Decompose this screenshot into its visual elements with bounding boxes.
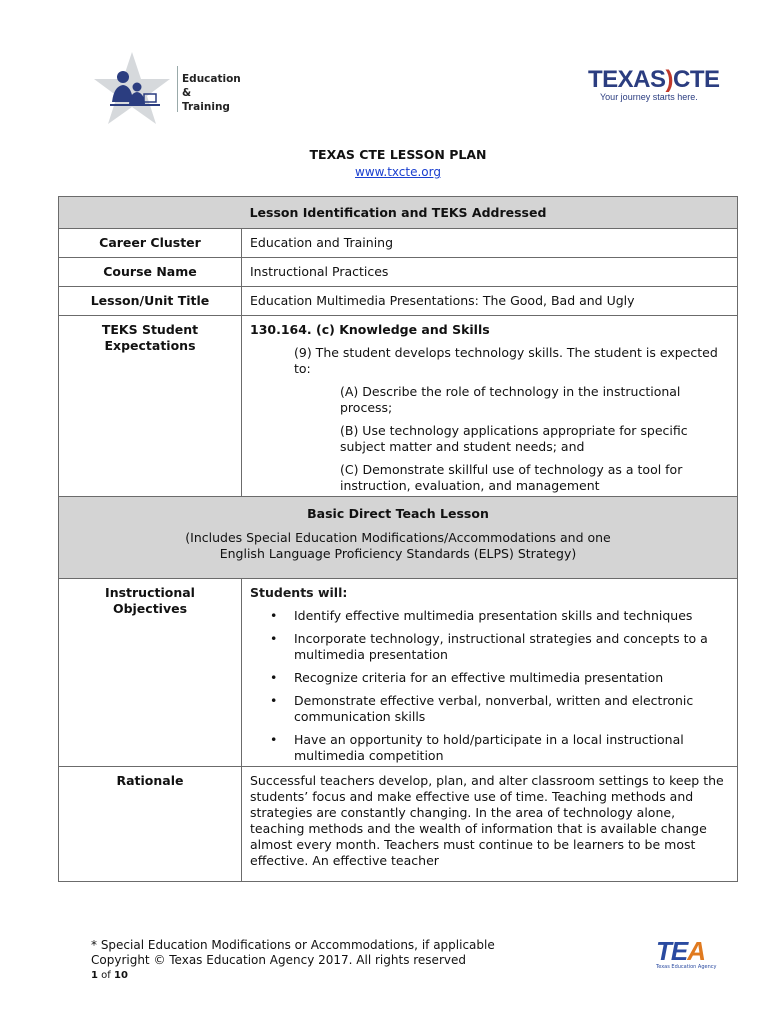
lesson-title-label: Lesson/Unit Title — [59, 287, 242, 316]
table-row — [59, 258, 738, 287]
tea-tagline: Texas Education Agency — [656, 964, 717, 970]
course-name-label: Course Name — [59, 258, 242, 287]
table-row — [59, 316, 738, 497]
teks-item: (B) Use technology applications appropriate for specific subject matter and student needs; and — [340, 423, 688, 454]
texas-cte-logo — [588, 66, 718, 118]
star-people-icon — [92, 50, 172, 130]
list-item: • Recognize criteria for an effective multimedia presentation — [270, 670, 664, 685]
teks-item: (C) Demonstrate skillful use of technology as a tool for instruction, evaluation, and management — [340, 462, 683, 493]
footer-note: * Special Education Modifications or Accommodations, if applicable — [91, 938, 495, 952]
teks-label: TEKS Student Expectations — [59, 316, 242, 497]
star-arc-icon: ) — [665, 66, 674, 93]
logo-cte-word: CTE — [673, 66, 720, 93]
rationale-text: Successful teachers develop, plan, and alter classroom settings to keep the students’ focus and make effective use of time. Teaching methods and strategies are constantly changing. In the area of technology alone, teaching methods and the wealth of information that is available change almost every month. Teachers must continue to be learners to be most effective. An effective teacher — [250, 773, 724, 868]
logo-text: Education & Training — [182, 73, 241, 113]
page-footer — [91, 938, 495, 983]
page-number: 1 of 10 — [91, 970, 128, 981]
list-item: • Incorporate technology, instructional strategies and concepts to a multimedia presentation — [270, 631, 708, 662]
lesson-plan-table — [58, 196, 738, 882]
tea-logo-word: TEA — [656, 936, 706, 966]
teks-stem: (9) The student develops technology skills. The student is expected to: — [294, 345, 718, 376]
table-row — [59, 579, 738, 767]
table-row — [59, 767, 738, 882]
education-training-logo — [92, 50, 252, 130]
identification-heading: Lesson Identification and TEKS Addressed — [59, 197, 738, 229]
footer-copyright: Copyright © Texas Education Agency 2017. All rights reserved — [91, 953, 466, 967]
course-name-value: Instructional Practices — [242, 258, 738, 287]
tea-logo — [656, 938, 726, 978]
teks-item: (A) Describe the role of technology in the instructional process; — [340, 384, 681, 415]
career-cluster-label: Career Cluster — [59, 229, 242, 258]
logo-texas-word: TEXAS — [588, 66, 666, 93]
teks-standard: 130.164. (c) Knowledge and Skills — [250, 322, 490, 337]
table-row — [59, 287, 738, 316]
direct-teach-heading: Basic Direct Teach Lesson — [307, 506, 489, 521]
list-item: • Have an opportunity to hold/participate in a local instructional multimedia competition — [270, 732, 684, 763]
page-title: TEXAS CTE LESSON PLAN — [309, 147, 487, 162]
table-row — [59, 229, 738, 258]
objectives-label: Instructional Objectives — [59, 579, 242, 767]
rationale-label: Rationale — [59, 767, 242, 882]
direct-teach-subheading: (Includes Special Education Modifications/Accommodations and one English Language Proficiency Standards (ELPS) Strategy) — [185, 530, 611, 561]
list-item: • Identify effective multimedia presentation skills and techniques — [270, 608, 693, 623]
website-link[interactable]: www.txcte.org — [355, 165, 441, 179]
career-cluster-value: Education and Training — [242, 229, 738, 258]
objectives-list — [250, 608, 729, 764]
logo-tagline: Your journey starts here. — [600, 92, 698, 102]
logo-divider — [177, 66, 178, 112]
students-will-label: Students will: — [250, 585, 348, 600]
lesson-title-value: Education Multimedia Presentations: The Good, Bad and Ugly — [242, 287, 738, 316]
list-item: • Demonstrate effective verbal, nonverbal, written and electronic communication skills — [270, 693, 694, 724]
